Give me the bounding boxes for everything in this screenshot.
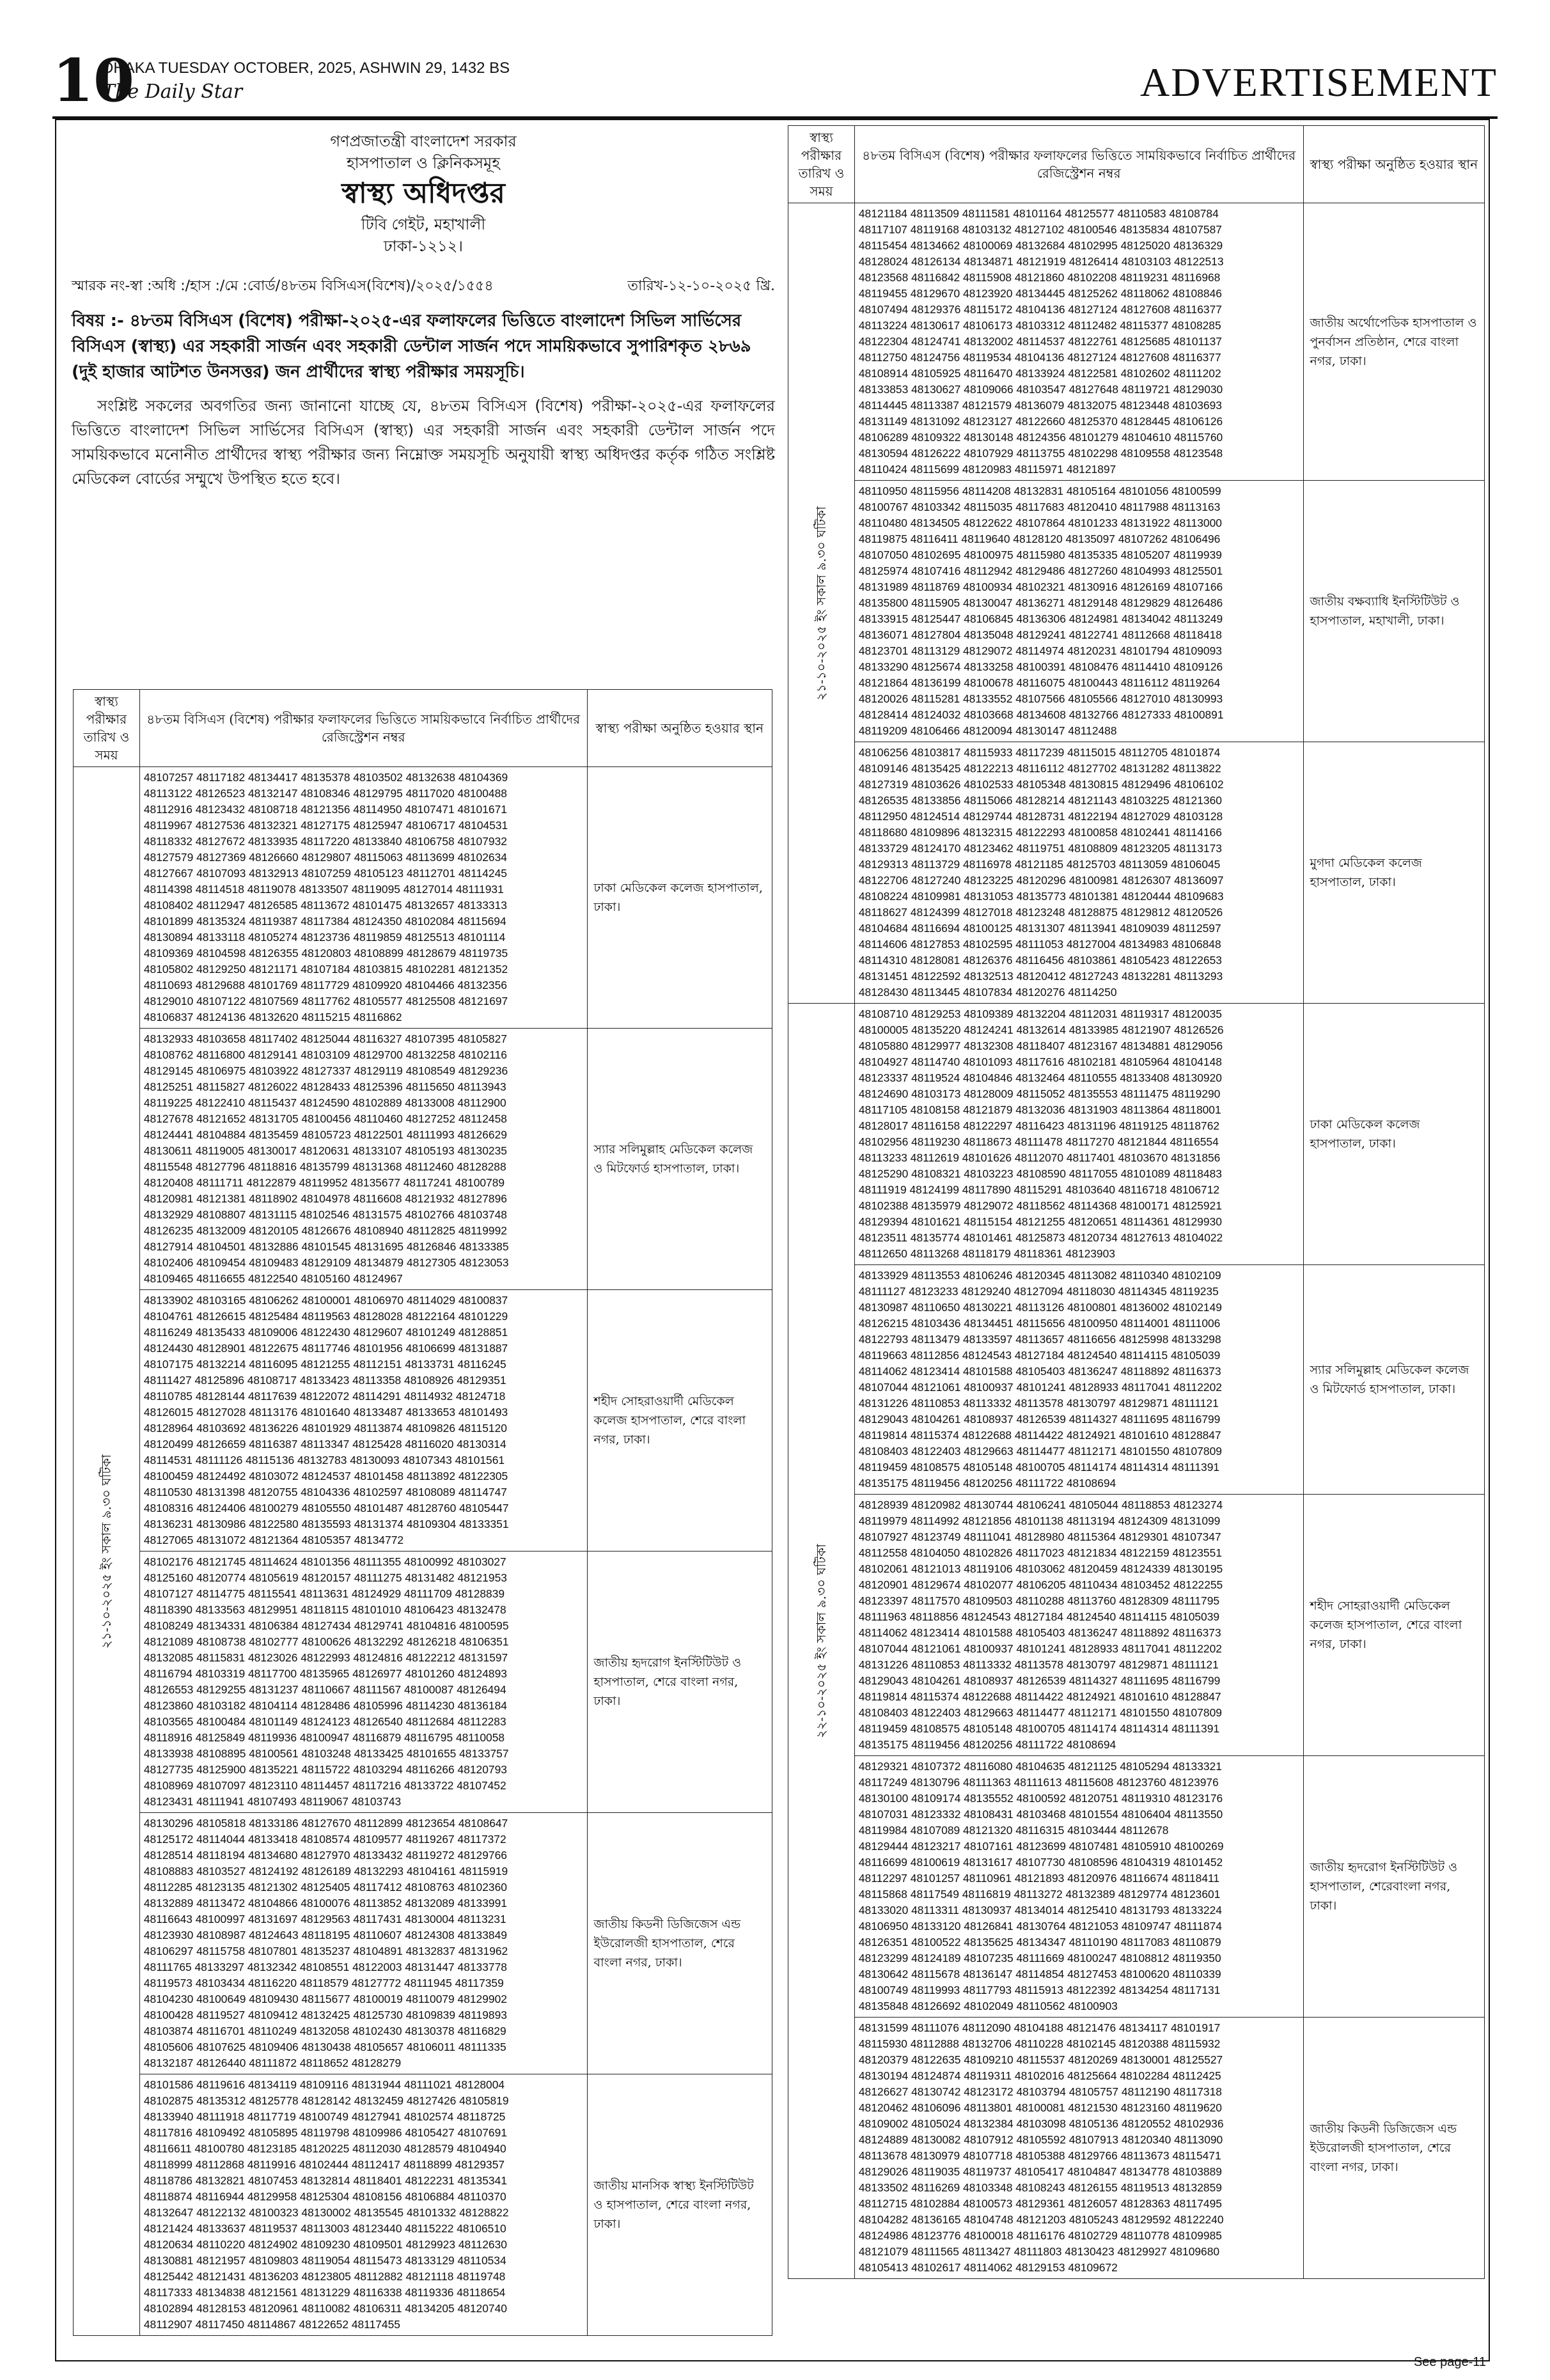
exam-venue: শহীদ সোহরাওয়ার্দী মেডিকেল কলেজ হাসপাতাল, শেরে বাংলা নগর, ঢাকা। [587, 1290, 772, 1552]
header-reg-numbers: ৪৮তম বিসিএস (বিশেষ) পরীক্ষার ফলাফলের ভিত্তিতে সাময়িকভাবে নির্বাচিত প্রার্থীদের রেজিস্ট্রেশন নম্বর [854, 126, 1303, 203]
schedule-row [788, 481, 1485, 742]
registration-numbers: 48132933 48103658 48117402 48125044 48116327 48107395 48105827 48108762 48116800 48129141 48103109 48129700 48132258 48102116 48129145 48106975 48103922 48127337 48129119 48108549 48129236 48125251 48115827 48126022 48128433 48125396 48115650 48113943 48119225 48122410 48115437 48124590 48102889 48133008 48112900 48127678 48121652 48131705 48100456 48110460 48127252 48112458 48124441 48104884 48135459 48105723 48122501 48111993 48126629 48130611 48119005 48130017 48120631 48133107 48105193 48130235 48115548 48127796 48118816 48135799 48131368 48112460 48128288 48120408 48111711 48122879 48119952 48135677 48117241 48100789 48120981 48121381 48118902 48104978 48116608 48121932 48127896 48132929 48108807 48131115 48102546 48131575 48102766 48103748 48126235 48132009 48120105 48126676 48108940 48112825 48119992 48127914 48104501 48132886 48101545 48131695 48126846 48133385 48102406 48109454 48109483 48129109 48134879 48127305 48123053 48109465 48116655 48122540 48105160 48124967 [139, 1029, 587, 1290]
header-date-time: স্বাস্থ্য পরীক্ষার তারিখ ও সময় [788, 126, 855, 203]
header-venue: স্বাস্থ্য পরীক্ষা অনুষ্ঠিত হওয়ার স্থান [1303, 126, 1485, 203]
exam-venue: শহীদ সোহরাওয়ার্দী মেডিকেল কলেজ হাসপাতাল, শেরে বাংলা নগর, ঢাকা। [1303, 1495, 1485, 1756]
registration-numbers: 48106256 48103817 48115933 48117239 48115015 48112705 48101874 48109146 48135425 48122213 48116112 48127702 48131282 48113822 48127319 48103626 48102533 48105348 48130815 48129496 48106102 48126535 48133856 48115066 48128214 48121143 48103225 48121360 48112950 48124514 48129744 48128731 48122194 48127029 48103128 48118680 48109896 48132315 48122293 48100858 48102441 48114166 48133729 48124170 48123462 48119751 48108809 48123205 48113173 48129313 48113729 48116978 48121185 48125703 48113059 48106045 48122706 48127240 48123225 48120296 48100981 48126307 48136097 48108224 48109981 48131053 48135773 48101381 48120444 48109683 48118627 48124399 48127018 48123248 48128875 48129812 48120526 48104684 48116694 48100125 48131307 48113941 48109039 48112597 48114606 48127853 48102595 48111053 48127004 48134983 48106848 48114310 48128081 48126376 48116456 48103861 48105423 48122653 48131451 48122592 48132513 48120412 48127243 48132281 48113293 48128430 48113445 48107834 48120276 48114250 [854, 742, 1303, 1004]
schedule-row [788, 2018, 1485, 2279]
exam-date-cell [74, 767, 140, 2336]
exam-date-cell [788, 203, 855, 1004]
notice-body: সংশ্লিষ্ট সকলের অবগতির জন্য জানানো যাচ্ছে যে, ৪৮তম বিসিএস (বিশেষ) পরীক্ষা-২০২৫-এর ফলাফলের ভিত্তিতে বাংলাদেশ সিভিল সার্ভিসের বিসিএস (স্বাস্থ্য) এর সহকারী সার্জন এবং সহকারী ডেন্টাল সার্জন পদে সাময়িকভাবে মনোনীত প্রার্থীদের স্বাস্থ্য পরীক্ষার জন্য নিম্নোক্ত সময়সূচি অনুযায়ী স্বাস্থ্য অধিদপ্তর কর্তৃক গঠিত সংশ্লিষ্ট মেডিকেল বোর্ডের সম্মুখে উপস্থিত হতে হবে। [72, 397, 775, 488]
schedule-row [74, 1813, 772, 2074]
registration-numbers: 48121184 48113509 48111581 48101164 48125577 48110583 48108784 48117107 48119168 48103132 48127102 48100546 48135834 48107587 48115454 48134662 48100069 48132684 48102995 48125020 48136329 48128024 48126134 48134871 48121919 48126414 48103103 48122513 48123568 48116842 48115908 48121860 48102208 48119231 48116968 48119455 48129670 48123920 48134445 48125262 48118062 48108846 48107494 48129376 48115172 48104136 48127124 48127608 48116377 48113224 48130617 48106173 48103312 48112482 48115377 48108285 48122304 48124741 48132002 48114537 48122761 48125685 48101137 48112750 48124756 48119534 48104136 48127124 48127608 48116377 48108914 48105925 48116470 48133924 48122581 48102602 48111202 48133853 48130627 48109066 48103547 48127648 48119721 48129030 48114445 48113387 48121579 48136079 48132075 48123448 48103693 48131149 48131092 48123127 48122660 48125370 48128445 48106126 48106289 48109322 48130148 48124356 48101279 48104610 48115760 48130594 48126222 48107929 48113755 48102298 48109558 48123548 48110424 48115699 48120983 48115971 48121897 [854, 203, 1303, 481]
dateline: DHAKA TUESDAY OCTOBER, 2025, ASHWIN 29, 1432 BS [102, 59, 510, 77]
exam-venue: ঢাকা মেডিকেল কলেজ হাসপাতাল, ঢাকা। [587, 767, 772, 1029]
registration-numbers: 48128939 48120982 48130744 48106241 48105044 48118853 48123274 48119979 48114992 48121856 48101138 48113194 48124309 48131099 48107927 48123749 48111041 48128980 48115364 48129301 48107347 48112558 48104050 48102826 48117023 48121834 48122159 48123551 48102061 48121013 48119106 48103062 48120459 48124339 48130195 48120901 48129674 48102077 48106205 48110434 48103452 48122255 48123397 48117570 48109503 48110288 48113760 48128309 48111795 48111963 48118856 48124543 48127184 48124540 48114115 48105039 48114062 48123414 48101588 48105403 48136247 48118892 48116373 48107044 48121061 48100937 48101241 48128933 48117041 48112202 48131226 48110853 48113332 48113578 48130797 48129871 48111121 48129043 48104261 48108937 48126539 48114327 48111695 48116799 48119814 48115374 48122688 48114422 48124921 48101610 48128847 48108403 48122403 48129663 48114477 48112171 48101550 48107809 48119459 48108575 48105148 48100705 48114174 48114314 48111391 48135175 48119456 48120256 48111722 48108694 [854, 1495, 1303, 1756]
hospital-line: হাসপাতাল ও ক্লিনিকসমূহ [347, 154, 500, 172]
paper-name: The Daily Star [102, 81, 243, 103]
exam-date-time: ২১-১০-২০২৫ ইং সকাল ৯.৩০ ঘটিকা [98, 1454, 114, 1649]
schedule-row [788, 203, 1485, 481]
address-line-2: ঢাকা-১২১২। [384, 237, 463, 255]
registration-numbers: 48102176 48121745 48114624 48101356 48111355 48100992 48103027 48125160 48120774 48105619 48120157 48111275 48131482 48121953 48107127 48114775 48115541 48113631 48124929 48111709 48128839 48118390 48133563 48129951 48118115 48101010 48106423 48132478 48108249 48134331 48106384 48127434 48129741 48104816 48100595 48121089 48108738 48102777 48100626 48132292 48126218 48106351 48132085 48115831 48123026 48122993 48124816 48122212 48131597 48116794 48103319 48117700 48135965 48126977 48101260 48124893 48126553 48129255 48131237 48110667 48111567 48100087 48126494 48123860 48103182 48104114 48128486 48105996 48114230 48136184 48103565 48100484 48101149 48124123 48126540 48112684 48112283 48118916 48125849 48119936 48100947 48116879 48116795 48110058 48133938 48108895 48100561 48103248 48133425 48101655 48133757 48127735 48125900 48135221 48115722 48103294 48116266 48120793 48108969 48107097 48123110 48114457 48117216 48133722 48107452 48123431 48111941 48107493 48119067 48103743 [139, 1552, 587, 1813]
exam-venue: জাতীয় মানসিক স্বাস্থ্য ইনস্টিটিউট ও হাসপাতাল, শেরে বাংলা নগর, ঢাকা। [587, 2074, 772, 2336]
exam-venue: ঢাকা মেডিকেল কলেজ হাসপাতাল, ঢাকা। [1303, 1004, 1485, 1265]
see-next-page: See page-11 [1413, 2355, 1486, 2369]
exam-venue: স্যার সলিমুল্লাহ মেডিকেল কলেজ ও মিটফোর্ড হাসপাতাল, ঢাকা। [1303, 1265, 1485, 1495]
right-schedule-table [788, 125, 1485, 2279]
exam-venue: জাতীয় বক্ষব্যাধি ইনস্টিটিউট ও হাসপাতাল, মহাখালী, ঢাকা। [1303, 481, 1485, 742]
registration-numbers: 48129321 48107372 48116080 48104635 48121125 48105294 48133321 48117249 48130796 48111363 48111613 48115608 48123760 48123976 48130100 48109174 48135552 48100592 48120751 48119310 48123176 48107031 48123332 48108431 48103468 48101554 48106404 48113550 48119984 48107089 48121320 48116315 48103444 48112678 48129444 48123217 48107161 48123699 48107481 48105910 48100269 48116699 48100619 48131617 48107730 48108596 48104319 48101452 48112297 48101257 48110961 48121893 48120976 48116674 48118411 48115868 48117549 48116819 48113272 48132389 48129774 48123601 48133020 48113311 48130937 48134014 48125410 48131793 48133224 48106950 48133120 48126841 48130764 48121053 48109747 48111874 48126351 48100522 48135625 48134347 48110190 48117083 48110879 48123299 48124189 48107235 48111669 48100247 48108812 48119350 48130642 48115678 48136147 48114854 48127453 48100620 48110339 48100749 48119993 48117793 48115913 48122392 48134254 48117131 48135848 48126692 48102049 48110562 48100903 [854, 1756, 1303, 2018]
registration-numbers: 48133929 48113553 48106246 48120345 48113082 48110340 48102109 48111127 48123233 48129240 48127094 48118030 48114345 48119235 48130987 48110650 48130221 48113126 48100801 48136002 48102149 48126215 48103436 48134451 48115656 48100950 48114001 48111006 48122793 48113479 48133597 48113657 48116656 48125998 48133298 48119663 48112856 48124543 48127184 48124540 48114115 48105039 48114062 48123414 48101588 48105403 48136247 48118892 48116373 48107044 48121061 48100937 48101241 48128933 48117041 48112202 48131226 48110853 48113332 48113578 48130797 48129871 48111121 48129043 48104261 48108937 48126539 48114327 48111695 48116799 48119814 48115374 48122688 48114422 48124921 48101610 48128847 48108403 48122403 48129663 48114477 48112171 48101550 48107809 48119459 48108575 48105148 48100705 48114174 48114314 48111391 48135175 48119456 48120256 48111722 48108694 [854, 1265, 1303, 1495]
schedule-row [74, 1552, 772, 1813]
exam-venue: জাতীয় হৃদরোগ ইনস্টিটিউট ও হাসপাতাল, শেরেবাংলা নগর, ঢাকা। [1303, 1756, 1485, 2018]
registration-numbers: 48133902 48103165 48106262 48100001 48106970 48114029 48100837 48104761 48126615 48125484 48119563 48128028 48122164 48101229 48116249 48135433 48109006 48122430 48129607 48101249 48128851 48124430 48128901 48122675 48117746 48101956 48106699 48131887 48107175 48132214 48116095 48121255 48112151 48133731 48116245 48111427 48125896 48108717 48133423 48113358 48108926 48129351 48110785 48128144 48117639 48122072 48114291 48114932 48124718 48126015 48127028 48113176 48101640 48133487 48133653 48101493 48128964 48103692 48136226 48101929 48113874 48109826 48115120 48120499 48126659 48116387 48113347 48125428 48116020 48130314 48114531 48111126 48115136 48132783 48130093 48107343 48101561 48100459 48124492 48103072 48124537 48101458 48113892 48122305 48110530 48131398 48120755 48104336 48102597 48108089 48114747 48108316 48124406 48100279 48105550 48101487 48128760 48105447 48136231 48130986 48122580 48135593 48131374 48109304 48133351 48127065 48131072 48121364 48105357 48134772 [139, 1290, 587, 1552]
registration-numbers: 48101586 48119616 48134119 48109116 48131944 48111021 48128004 48102875 48135312 48125778 48128142 48132459 48127426 48105819 48133940 48111918 48117719 48100749 48127941 48102574 48118725 48117816 48109492 48105895 48119798 48109986 48105427 48107691 48116611 48100780 48123185 48120225 48112030 48128579 48104940 48118999 48112868 48119916 48102444 48112417 48118899 48129357 48118786 48132821 48107453 48132814 48118401 48122231 48135341 48118874 48116944 48129958 48125304 48108156 48106884 48110370 48132647 48122132 48100323 48130002 48135545 48101332 48128822 48121424 48133637 48119537 48113003 48123440 48115222 48106510 48120634 48110220 48124902 48109230 48109501 48129923 48112630 48130881 48121957 48109803 48119054 48115473 48133129 48110534 48125442 48121431 48136203 48123805 48112882 48121118 48119748 48117333 48134838 48121561 48131229 48116338 48119336 48118654 48102894 48128153 48120961 48110082 48106311 48134205 48120740 48112907 48117450 48114867 48122652 48117455 [139, 2074, 587, 2336]
govt-line: গণপ্রজাতন্ত্রী বাংলাদেশ সরকার [330, 132, 517, 150]
registration-numbers: 48107257 48117182 48134417 48135378 48103502 48132638 48104369 48113122 48126523 48132147 48108346 48129795 48117020 48100488 48112916 48123432 48108718 48121356 48114950 48107471 48101671 48119967 48127536 48132321 48127175 48125947 48106717 48104531 48118332 48127672 48133935 48117220 48133840 48106758 48107932 48127579 48127369 48126660 48129807 48115063 48113699 48102634 48127667 48107093 48132913 48107259 48105123 48112701 48114245 48114398 48114518 48119078 48133507 48119095 48127014 48111931 48108402 48112947 48126585 48113672 48101475 48132657 48133313 48101899 48135324 48119387 48117384 48124350 48102084 48115694 48130894 48133118 48105274 48123736 48119859 48125513 48101114 48109369 48104598 48126355 48120803 48108899 48128679 48119735 48105802 48129250 48121171 48107184 48103815 48102281 48121352 48110693 48129688 48101769 48117729 48109920 48104466 48132356 48129010 48107122 48107569 48117762 48105577 48125508 48121697 48106837 48124136 48132620 48115215 48116862 [139, 767, 587, 1029]
masthead [52, 46, 1498, 115]
exam-venue: জাতীয় কিডনী ডিজিজেস এন্ড ইউরোলজী হাসপাতাল, শেরে বাংলা নগর, ঢাকা। [1303, 2018, 1485, 2279]
memo-line [72, 267, 775, 299]
section-title: ADVERTISEMENT [1140, 59, 1498, 105]
address-line-1: টিবি গেইট, মহাখালী [361, 215, 486, 233]
schedule-row [788, 742, 1485, 1004]
registration-numbers: 48130296 48105818 48133186 48127670 48112899 48123654 48108647 48125172 48114044 48133418 48108574 48109577 48119267 48117372 48128514 48118194 48134680 48127970 48133432 48119272 48129766 48108883 48103527 48124192 48126189 48132293 48104161 48115919 48112285 48123135 48121302 48125405 48117412 48108763 48102360 48132889 48113472 48104866 48100076 48113852 48132089 48133991 48116643 48100997 48131697 48129563 48117431 48130004 48113231 48123930 48108987 48124643 48118195 48110607 48124308 48133849 48106297 48115758 48107801 48135237 48104891 48132837 48131962 48111765 48133297 48132342 48108551 48122003 48131447 48133778 48119573 48103434 48116220 48118579 48127772 48111945 48117359 48104230 48100649 48109430 48115677 48100019 48110079 48129902 48100428 48119527 48109412 48132425 48125730 48109839 48119893 48103874 48116701 48110249 48132058 48102430 48130378 48116829 48105606 48107625 48109406 48130438 48105657 48106011 48111335 48132187 48126440 48111872 48118652 48128279 [139, 1813, 587, 2074]
schedule-row [74, 2074, 772, 2336]
exam-venue: মুগদা মেডিকেল কলেজ হাসপাতাল, ঢাকা। [1303, 742, 1485, 1004]
header-date-time: স্বাস্থ্য পরীক্ষার তারিখ ও সময় [74, 690, 140, 767]
schedule-row [788, 1265, 1485, 1495]
memo-number: স্মারক নং-স্বা :অধি :/হাস :/মে :বোর্ড/৪৮তম বিসিএস(বিশেষ)/২০২৫/১৫৫৪ [72, 278, 494, 294]
exam-venue: জাতীয় কিডনী ডিজিজেস এন্ড ইউরোলজী হাসপাতাল, শেরে বাংলা নগর, ঢাকা। [587, 1813, 772, 2074]
notice-header [72, 125, 775, 491]
exam-venue: জাতীয় অর্থোপেডিক হাসপাতাল ও পুনর্বাসন প্রতিষ্ঠান, শেরে বাংলা নগর, ঢাকা। [1303, 203, 1485, 481]
exam-venue: জাতীয় হৃদরোগ ইনস্টিটিউট ও হাসপাতাল, শেরে বাংলা নগর, ঢাকা। [587, 1552, 772, 1813]
exam-date-time: ২২-১০-২০২৫ ইং সকাল ৯.৩০ ঘটিকা [813, 1544, 829, 1738]
schedule-row [74, 1029, 772, 1290]
subject: বিষয় :- ৪৮তম বিসিএস (বিশেষ) পরীক্ষা-২০২৫-এর ফলাফলের ভিত্তিতে বাংলাদেশ সিভিল সার্ভিসের বিসিএস (স্বাস্থ্য) এর সহকারী সার্জন এবং সহকারী ডেন্টাল সার্জন পদে সাময়িকভাবে সুপারিশকৃত ২৮৬৯ (দুই হাজার আটশত উনসত্তর) জন প্রার্থীদের স্বাস্থ্য পরীক্ষার সময়সূচি। [72, 311, 751, 382]
exam-date-cell [788, 1004, 855, 2279]
header-venue: স্বাস্থ্য পরীক্ষা অনুষ্ঠিত হওয়ার স্থান [587, 690, 772, 767]
schedule-row [74, 1290, 772, 1552]
schedule-row [788, 1495, 1485, 1756]
header-reg-numbers: ৪৮তম বিসিএস (বিশেষ) পরীক্ষার ফলাফলের ভিত্তিতে সাময়িকভাবে নির্বাচিত প্রার্থীদের রেজিস্ট্রেশন নম্বর [139, 690, 587, 767]
registration-numbers: 48110950 48115956 48114208 48132831 48105164 48101056 48100599 48100767 48103342 48115035 48117683 48120410 48117988 48113163 48110480 48134505 48122622 48107864 48101233 48131922 48113000 48119875 48116411 48119640 48128120 48135097 48107262 48106496 48107050 48102695 48100975 48115980 48135335 48105207 48119939 48125974 48107416 48112942 48129486 48127260 48104993 48125501 48131989 48118769 48100934 48102321 48130916 48126169 48107166 48135800 48115905 48130047 48136271 48129148 48129829 48126486 48133915 48125447 48106845 48136306 48124981 48134042 48113249 48136071 48127804 48135048 48129241 48122741 48112668 48118418 48123701 48113129 48129072 48114974 48120231 48101794 48109093 48133290 48125674 48133258 48100391 48108476 48114410 48109126 48121864 48136199 48100678 48116075 48100443 48116112 48119264 48120026 48115281 48133552 48107566 48105566 48127010 48130993 48128414 48124032 48103668 48134608 48132766 48127333 48100891 48119209 48106466 48120094 48130147 48112488 [854, 481, 1303, 742]
memo-date: তারিখ-১২-১০-২০২৫ খ্রি. [627, 278, 775, 294]
left-schedule-table [73, 689, 772, 2336]
department-name: স্বাস্থ্য অধিদপ্তর [341, 177, 505, 210]
schedule-row [788, 1756, 1485, 2018]
exam-venue: স্যার সলিমুল্লাহ মেডিকেল কলেজ ও মিটফোর্ড হাসপাতাল, ঢাকা। [587, 1029, 772, 1290]
registration-numbers: 48131599 48111076 48112090 48104188 48121476 48134117 48101917 48115930 48112888 48132706 48110228 48102145 48120388 48115932 48120379 48122635 48109210 48115537 48120269 48130001 48125527 48130194 48124874 48119311 48102016 48125664 48102284 48112425 48126627 48130742 48123172 48103794 48105757 48112190 48117318 48120462 48106096 48113801 48100081 48121530 48123160 48119620 48109002 48105024 48132384 48103098 48105136 48120552 48102936 48124889 48130082 48107912 48105592 48107913 48120340 48113090 48113678 48130979 48107718 48105388 48129766 48113673 48115471 48129026 48119035 48119737 48105417 48104847 48134778 48103889 48133502 48116269 48103348 48108243 48126155 48119513 48132859 48112715 48102884 48100573 48129361 48126057 48128363 48117495 48104282 48136165 48104748 48121203 48105243 48129592 48122240 48124986 48123776 48100018 48116176 48102729 48110778 48109985 48121079 48111565 48113427 48111803 48130423 48129927 48109680 48105413 48102617 48114062 48129153 48109672 [854, 2018, 1303, 2279]
registration-numbers: 48108710 48129253 48109389 48132204 48112031 48119317 48120035 48100005 48135220 48124241 48132614 48133985 48121907 48126526 48105880 48129977 48132308 48118407 48123167 48134881 48129056 48104927 48114740 48101093 48117616 48102181 48105964 48104148 48123337 48119524 48104846 48132464 48110555 48133408 48130920 48124690 48103173 48128009 48115052 48135553 48111475 48119290 48117105 48108158 48121879 48132036 48131903 48113864 48118001 48128017 48116158 48122297 48116423 48131196 48119125 48118762 48102956 48119230 48118673 48111478 48117270 48121844 48116554 48113233 48112619 48101626 48112070 48117401 48103670 48131856 48125290 48108321 48103223 48108590 48117055 48101089 48118483 48111919 48124199 48117890 48115291 48103640 48116718 48106712 48102388 48135979 48129072 48118562 48114368 48100171 48125921 48129394 48101621 48115154 48121255 48120651 48114361 48129930 48123511 48135774 48101461 48125873 48120734 48127613 48104022 48112650 48113268 48118179 48118361 48123903 [854, 1004, 1303, 1265]
schedule-row [788, 1004, 1485, 1265]
page-number: 10 [52, 46, 135, 115]
schedule-row [74, 767, 772, 1029]
exam-date-time: ২১-১০-২০২৫ ইং সকাল ৯.৩০ ঘটিকা [813, 506, 829, 701]
